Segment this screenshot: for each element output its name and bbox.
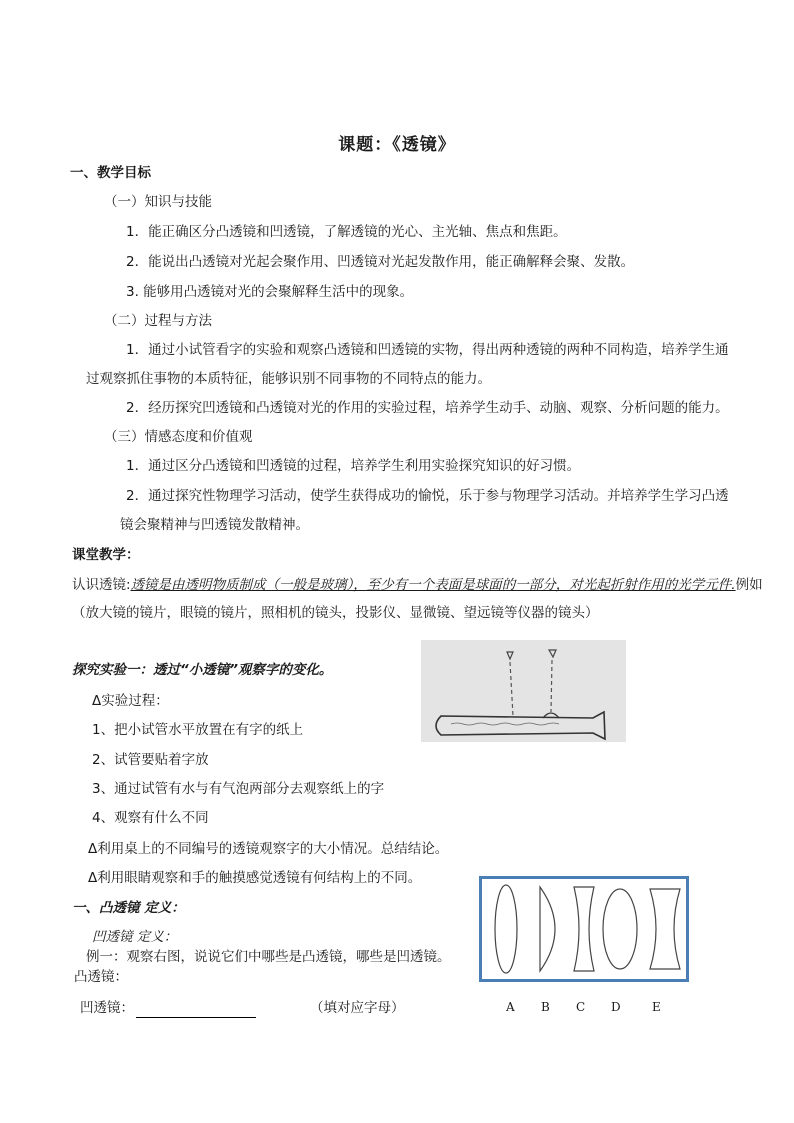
knowledge-item-3: 3. 能够用凸透镜对光的会聚解释生活中的现象。 — [126, 284, 414, 300]
process-item-2: 2．经历探究凹透镜和凸透镜对光的作用的实验过程，培养学生动手、动脑、观察、分析问题的能力。 — [126, 400, 729, 416]
concave-lens-definition: 凹透镜 定义： — [92, 929, 178, 945]
recognize-lens-label: 认识透镜: — [72, 577, 131, 593]
experiment-process-label: Δ实验过程： — [92, 693, 169, 709]
fill-letter-hint: （填对应字母） — [310, 1000, 405, 1016]
experiment-step-1: 1、把小试管水平放置在有字的纸上 — [92, 722, 304, 738]
lens-label-b: B — [541, 1000, 550, 1014]
experiment-step-4: 4、观察有什么不同 — [92, 810, 209, 826]
experiment-step-3: 3、通过试管有水与有气泡两部分去观察纸上的字 — [92, 781, 385, 797]
convex-answer-label: 凸透镜： — [74, 969, 128, 985]
lens-label-c: C — [576, 1000, 586, 1014]
lens-d-shape — [603, 889, 637, 969]
lens-a-shape — [495, 885, 517, 973]
lens-label-d: D — [611, 1000, 621, 1014]
lens-definition: 透镜是由透明物质制成（一般是玻璃），至少有一个表面是球面的一部分，对光起折射作用的光学元件. — [130, 577, 736, 593]
process-item-1-line-2: 过观察抓住事物的本质特征，能够识别不同事物的不同特点的能力。 — [86, 371, 491, 387]
observation-note-1: Δ利用桌上的不同编号的透镜观察字的大小情况。总结结论。 — [88, 841, 449, 857]
classroom-teaching-heading: 课堂教学： — [72, 547, 140, 563]
observation-note-2: Δ利用眼睛观察和手的触摸感觉透镜有何结构上的不同。 — [88, 870, 422, 886]
lens-c-shape — [574, 887, 594, 971]
lens-shapes — [482, 879, 686, 979]
lens-figure — [479, 876, 689, 982]
lens-label-e: E — [652, 1000, 661, 1014]
example-one-question: 例一：观察右图，说说它们中哪些是凸透镜，哪些是凹透镜。 — [86, 949, 451, 965]
concave-answer-label: 凹透镜： — [80, 1000, 134, 1016]
lens-b-shape — [540, 887, 555, 971]
test-tube-drawing — [421, 640, 626, 742]
concave-answer-blank[interactable] — [136, 1003, 256, 1018]
experiment-step-2: 2、试管要贴着字放 — [92, 752, 209, 768]
page-title: 课题：《透镜》 — [338, 135, 456, 155]
subsection-process: （二）过程与方法 — [104, 313, 212, 329]
concave-answer-row — [80, 998, 256, 1018]
recognize-lens-paragraph — [72, 575, 763, 595]
test-tube-photo — [421, 640, 626, 742]
subsection-attitude: （三）情感态度和价值观 — [104, 429, 253, 445]
attitude-item-1: 1．通过区分凸透镜和凹透镜的过程，培养学生利用实验探究知识的好习惯。 — [126, 458, 581, 474]
section-teaching-goals: 一、教学目标 — [70, 165, 151, 181]
knowledge-item-1: 1．能正确区分凸透镜和凹透镜，了解透镜的光心、主光轴、焦点和焦距。 — [126, 224, 567, 240]
attitude-item-2-line-1: 2．通过探究性物理学习活动，使学生获得成功的愉悦，乐于参与物理学习活动。并培养学生学习凸透 — [126, 488, 729, 504]
process-item-1-line-1: 1．通过小试管看字的实验和观察凸透镜和凹透镜的实物，得出两种透镜的两种不同构造，培养学生通 — [126, 342, 729, 358]
lens-e-shape — [650, 889, 680, 969]
knowledge-item-2: 2．能说出凸透镜对光起会聚作用、凹透镜对光起发散作用，能正确解释会聚、发散。 — [126, 254, 635, 270]
example-lead: 例如 — [735, 577, 763, 593]
subsection-knowledge: （一）知识与技能 — [104, 194, 212, 210]
lens-examples: （放大镜的镜片，眼镜的镜片，照相机的镜头，投影仪、显微镜、望远镜等仪器的镜头） — [72, 605, 599, 621]
experiment-one-title: 探究实验一：透过“小透镜”观察字的变化。 — [72, 662, 333, 678]
convex-lens-definition: 一、凸透镜 定义： — [72, 900, 185, 916]
attitude-item-2-line-2: 镜会聚精神与凹透镜发散精神。 — [120, 517, 309, 533]
lens-label-a: A — [506, 1000, 515, 1014]
